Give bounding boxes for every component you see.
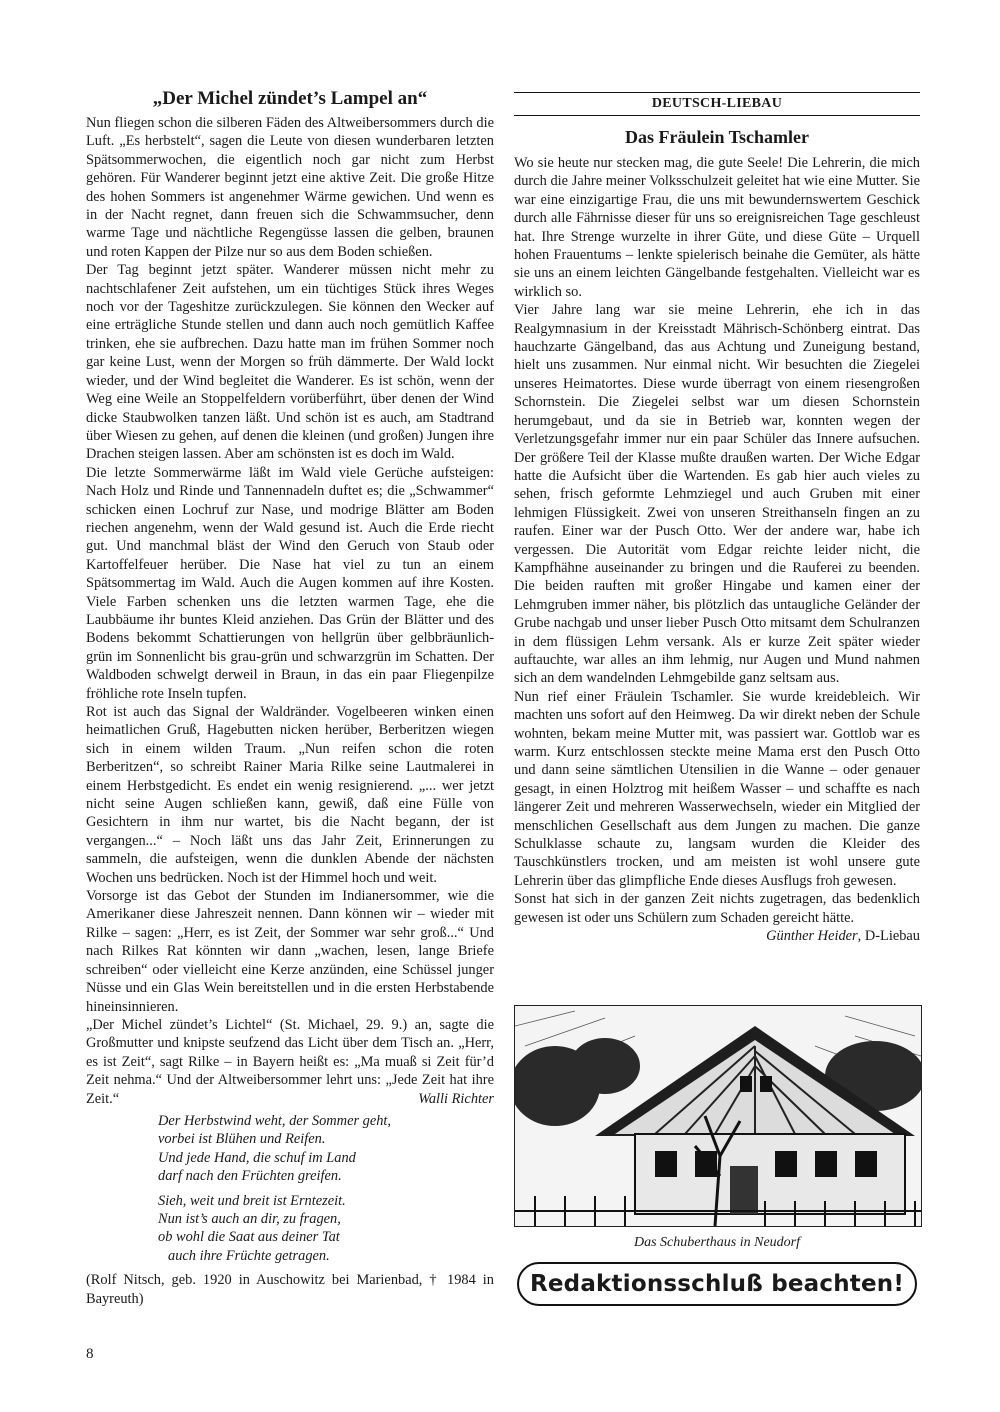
paragraph: Nun rief einer Fräulein Tschamler. Sie wurde kreidebleich. Wir machten uns sofort auf den Heimweg. Da wir direkt neben der Schule wohnten, bekam meine Mutter mit, was passiert war. Gottlob war es warm. Kurz entschlossen steckte meine Mama erst den Pusch Otto und dann seine sämtlichen Utensilien in die Wanne – oder genauer gesagt, in einen Holztrog mit heißem Wasser – und schaffte es nach längerer Zeit und mehreren Wasserwechseln, wieder ein Mitglied der menschlichen Gesellschaft aus dem Jungen zu machen. Die ganze Schulklasse schaute zu, langsam wurden die Kleider des Tauschkünstlers trocken, und am meisten ist wohl unsere gute Lehrerin über das glimpfliche Ende dieses Ausflugs froh gewesen.: [514, 688, 920, 889]
page-number: 8: [86, 1346, 94, 1362]
poem-credit: (Rolf Nitsch, geb. 1920 in Auschowitz bei Marienbad, † 1984 in Bayreuth): [86, 1272, 494, 1307]
poem: [158, 1112, 494, 1265]
author-signature: Walli Richter: [418, 1090, 494, 1107]
poem-line: Und jede Hand, die schuf im Land: [158, 1149, 356, 1166]
poem-stanza: [158, 1112, 494, 1186]
last-paragraph-with-signature: [86, 1016, 494, 1108]
paragraph: Nun fliegen schon die silberen Fäden des Altweibersommers durch die Luft. „Es herbstelt“, sagen die Leute von diesen wunderbaren letzten Spätsommerwochen, die eigentlich noch gar nicht zum Herbst gehören. Für Wanderer beginnt jetzt eine aktive Zeit. Die große Hitze des hohen Sommers ist angenehmer Wärme gewichen. Und wenn es in der Nacht regnet, dann freuen sich die Schwammsucher, denn warme Tage und nächtliche Regengüsse lassen die gelben, braunen und roten Kappen der Pilze nur so aus dem Boden schießen.: [86, 115, 494, 260]
author-name: Günther Heider: [766, 928, 858, 945]
paragraph: Der Tag beginnt jetzt später. Wanderer müssen nicht mehr zu nachtschlafener Zeit aufstehen, um ein tüchtiges Stück ihres Weges noch vor der Tageshitze zurückzulegen. Sie können den Wecker auf eine erträgliche Stunde stellen und dann auch noch gemütlich Kaffee trinken, ehe sie aufbrechen. Dazu hatte man im frühen Sommer noch gar keine Lust, wenn der Morgen so früh dämmerte. Der Wald lockt wieder, und der Wind begleitet die Wanderer. Es ist schön, wenn der Weg eine Weile an Stoppelfeldern vorüberführt, über denen der Wind dicke Staubwolken tanzen läßt. Und schön ist es auch, am Stadtrand über Wiesen zu gehen, auf denen die kleinen (und großen) Jungen ihre Drachen steigen lassen. Aber am schönsten ist es doch im Wald.: [86, 262, 494, 463]
author-credit: [514, 927, 920, 945]
paragraph: Die letzte Sommerwärme läßt im Wald viele Gerüche aufsteigen: Nach Holz und Rinde und Tannennadeln duftet es; die „Schwammer“ schicken einen Lochruf zur Nase, und modrige Blätter am Boden riechen angenehm, wenn der Wald gesund ist. Auch die Erde riecht gut. Und manchmal bläst der Wind den Geruch von Staub oder Kartoffelfeuer herüber. Die Nase hat viel zu tun an einem Spätsommertag im Wald. Auch die Augen kommen auf ihre Kosten. Viele Farben schenken uns die letzten warmen Tage, ehe die Laubbäume ihr buntes Kleid anziehen. Das Grün der Blätter und des Bodens bekommt Schattierungen von hellgrün über gelbbräunlich-grün im Sonnenlicht bis grau-grün und schwarzgrün im Schatten. Der Waldboden schwelgt derweil in Braun, in das ein paar Fliegenpilze fröhliche rote Inseln tupfen.: [86, 464, 494, 702]
illustration-caption: Das Schuberthaus in Neudorf: [633, 1235, 801, 1250]
section-heading: DEUTSCH-LIEBAU: [651, 96, 783, 111]
house-drawing: [515, 1006, 921, 1226]
poem-line: ob wohl die Saat aus deiner Tat: [158, 1229, 340, 1246]
poem-line: auch ihre Früchte getragen.: [168, 1247, 330, 1264]
paragraph: Vier Jahre lang war sie meine Lehrerin, ehe ich in das Realgymnasium in der Kreisstadt Mährisch-Schönberg eintrat. Das hauchzarte Gängelband, das aus Achtung und Zuneigung bestand, hielt uns zusammen. Nur einmal nicht. Wir besuchten die Ziegelei unseres Heimatortes. Diese wurde überragt von einem riesengroßen Schornstein. Die Ziegelei selbst war um diesen Schornstein herumgebaut, und da sie in Betrieb war, konnten wegen der Verletzungsgefahr immer nur ein paar Schüler das Innere aufsuchen. Der größere Teil der Klasse mußte draußen warten. Der Wiche Edgar hatte die Aufsicht über die Wartenden. Es gab hier auch vieles zu sehen, frisch geformte Lehmziegel und auch Gruben mit einer lehmigen Flüssigkeit. Zwei von unseren Streithanseln fingen an zu raufen. Einer war der Pusch Otto. Wer der andere war, habe ich vergessen. Die Autorität vom Edgar reichte leider nicht, die Kampfhähne auseinander zu bringen und die Rauferei zu beenden. Die beiden rauften mit großer Hingabe und kamen einer der Lehmgruben immer näher, bis plötzlich das untaugliche Geländer der Grube nachgab und unser lieber Pusch Otto mitsamt dem Schulranzen in dem flüssigen Lehm versank. Als er kurze Zeit später wieder auftauchte, war alles an ihm lehmig, nur Augen und Mund nahmen sich an dem wandelnden Lehmgebilde ganz seltsam aus.: [514, 302, 920, 687]
poem-line: Der Herbstwind weht, der Sommer geht,: [158, 1112, 392, 1129]
schuberthaus-illustration: [514, 1005, 922, 1227]
article-title-michel: „Der Michel zündet’s Lampel an“: [152, 88, 428, 109]
poem-line: darf nach den Früchten greifen.: [158, 1168, 342, 1185]
poem-line: vorbei ist Blühen und Reifen.: [158, 1131, 326, 1148]
paragraph: Vorsorge ist das Gebot der Stunden im Indianersommer, wie die Amerikaner diese Jahreszeit nennen. Dann können wir – wieder mit Rilke – sagen: „Herr, es ist Zeit, der Sommer war sehr groß...“ Und nach Rilkes Rat könnten wir dann „wachen, lesen, lange Briefe schreiben“ oder vielleicht eine Kerze anzünden, eine Schüssel junger Nüsse und ein Glas Wein bereitstellen und in die ersten Herbstabende hineinsinnieren.: [86, 888, 494, 1015]
paragraph: Rot ist auch das Signal der Waldränder. Vogelbeeren winken einen heimatlichen Gruß, Hagebutten nicken herüber, Berberitzen wiegen sich in einem wilden Traum. „Nun reifen schon die roten Berberitzen“, so schreibt Rainer Maria Rilke seine Lautmalerei in einem Herbstgedicht. Es endet ein wenig resignierend. „... wer jetzt nicht seine Augen schließen kann, gewiß, daß eine Fülle von Gesichtern in ihm nur wartet, bis die Nacht begann, der ist vergangen...“ – Noch läßt uns das Jahr Zeit, Erinnerungen zu sammeln, die aufsteigen, wenn die dunklen Abende der nächsten Wochen uns bedrücken. Noch ist der Himmel hoch und weit.: [86, 704, 494, 886]
right-column: [514, 88, 920, 945]
left-column: [86, 88, 494, 1308]
author-place: , D-Liebau: [857, 928, 920, 945]
article-title-tschamler: Das Fräulein Tschamler: [624, 127, 809, 147]
poem-line: Nun ist’s auch an dir, zu fragen,: [158, 1210, 341, 1227]
poem-stanza: [158, 1192, 494, 1266]
deadline-notice: Redaktionsschluß beachten!: [517, 1262, 917, 1306]
poem-line: Sieh, weit und breit ist Erntezeit.: [158, 1192, 346, 1209]
paragraph: „Der Michel zündet’s Lichtel“ (St. Michael, 29. 9.) an, sagte die Großmutter und knipste seufzend das Licht über dem Tisch an. „Herr, es ist Zeit“, sagt Rilke – in Bayern heißt es: „Ma muaß si Zeit für’d Zeit nehma.“ Und der Altweibersommer lehrt uns: „Jede Zeit hat ihre Zeit.“: [86, 1016, 494, 1107]
section-rule-bottom: [514, 115, 920, 116]
paragraph: Wo sie heute nur stecken mag, die gute Seele! Die Lehrerin, die mich durch die Jahre meiner Volksschulzeit geleitet hat wie eine Mutter. Sie war eine einzigartige Frau, die uns mit bewundernswertem Geschick durch alle Fährnisse dieser für uns so ereignisreichen Tage geschleust hat. Ihre Strenge wurzelte in ihrer Güte, und diese Güte – Urquell hohen Frauentums – lenkte spielerisch beinahe die Gemüter, als hätte sie uns an einem leichten Gängelbande festgehalten. Vielleicht war es wirklich so.: [514, 155, 920, 300]
paragraph: Sonst hat sich in der ganzen Zeit nichts zugetragen, das bedenklich gewesen ist oder uns Schülern zum Schaden gereicht hätte.: [514, 891, 920, 926]
